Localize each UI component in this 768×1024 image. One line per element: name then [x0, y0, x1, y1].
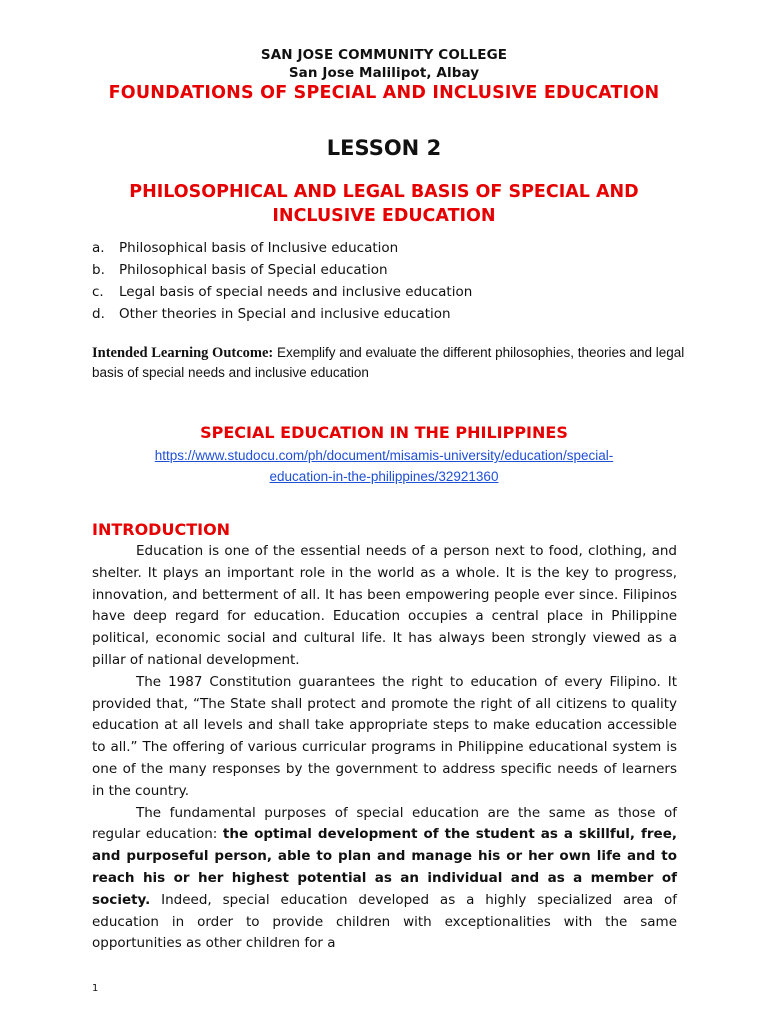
college-location: San Jose Malilipot, Albay	[288, 65, 480, 81]
learning-outcome-label: Intended Learning Outcome:	[92, 345, 274, 361]
list-marker: c.	[92, 284, 104, 300]
paragraph: The 1987 Constitution guarantees the right to education of every Filipino. It provided that, “The State shall protect and promote the right of all citizens to quality education at all levels and shall take appropriate steps to make education accessible to all.” The offering of various curricular programs in Philippine educational system is one of the many responses by the government to address specific needs of learners in the country.	[92, 673, 677, 799]
page-number: 1	[92, 983, 99, 994]
course-title: FOUNDATIONS OF SPECIAL AND INCLUSIVE EDUCATION	[108, 83, 660, 103]
list-text: Legal basis of special needs and inclusive education	[119, 284, 473, 300]
paragraph: Education is one of the essential needs of a person next to food, clothing, and shelter. It plays an important role in the world as a whole. It is the key to progress, innovation, and betterment of all. It has been empowering people ever since. Filipinos have deep regard for education. Education occupies a central place in Philippine political, economic social and cultural life. It has always been strongly viewed as a pillar of national development.	[92, 543, 677, 668]
learning-outcome-text: Exemplify and evaluate the different philosophies, theories and legal basis of special needs and inclusive education	[92, 345, 685, 380]
reference-link-line-2[interactable]: education-in-the-philippines/32921360	[269, 469, 499, 484]
lesson-title-line-2: INCLUSIVE EDUCATION	[272, 206, 496, 226]
list-text: Philosophical basis of Inclusive education	[119, 240, 399, 256]
paragraph-text: Indeed, special education developed as a highly specialized area of education in order to provide children with exceptionalities with the same opportunities as other children for a	[92, 891, 677, 952]
list-marker: d.	[92, 306, 105, 322]
list-item	[92, 303, 692, 325]
list-text: Philosophical basis of Special education	[119, 262, 388, 278]
emphasized-text: the optimal development of the student as a skillful, free, and purposeful person, able to plan and manage his or her own life and to reach his or her highest potential as an individual and as a member of society.	[92, 826, 677, 908]
list-marker: a.	[92, 240, 105, 256]
introduction-body	[92, 541, 677, 955]
paragraph	[92, 803, 677, 956]
reference-link-line-1[interactable]: https://www.studocu.com/ph/document/misamis-university/education/special-	[154, 448, 614, 463]
list-item	[92, 281, 692, 303]
list-text: Other theories in Special and inclusive education	[119, 306, 451, 322]
topic-list	[92, 237, 692, 325]
reference-link[interactable]	[0, 445, 768, 487]
paragraph-text: The fundamental purposes of special education are the same as those of regular education:	[92, 804, 677, 843]
lesson-number: LESSON 2	[326, 136, 442, 160]
college-header	[0, 46, 768, 82]
learning-outcome	[92, 343, 692, 382]
section-title: SPECIAL EDUCATION IN THE PHILIPPINES	[200, 423, 568, 442]
list-marker: b.	[92, 262, 105, 278]
lesson-title	[0, 180, 768, 228]
list-item	[92, 237, 692, 259]
lesson-title-line-1: PHILOSOPHICAL AND LEGAL BASIS OF SPECIAL AND	[129, 182, 639, 202]
introduction-heading: INTRODUCTION	[92, 520, 231, 539]
list-item	[92, 259, 692, 281]
college-name: SAN JOSE COMMUNITY COLLEGE	[260, 47, 508, 63]
